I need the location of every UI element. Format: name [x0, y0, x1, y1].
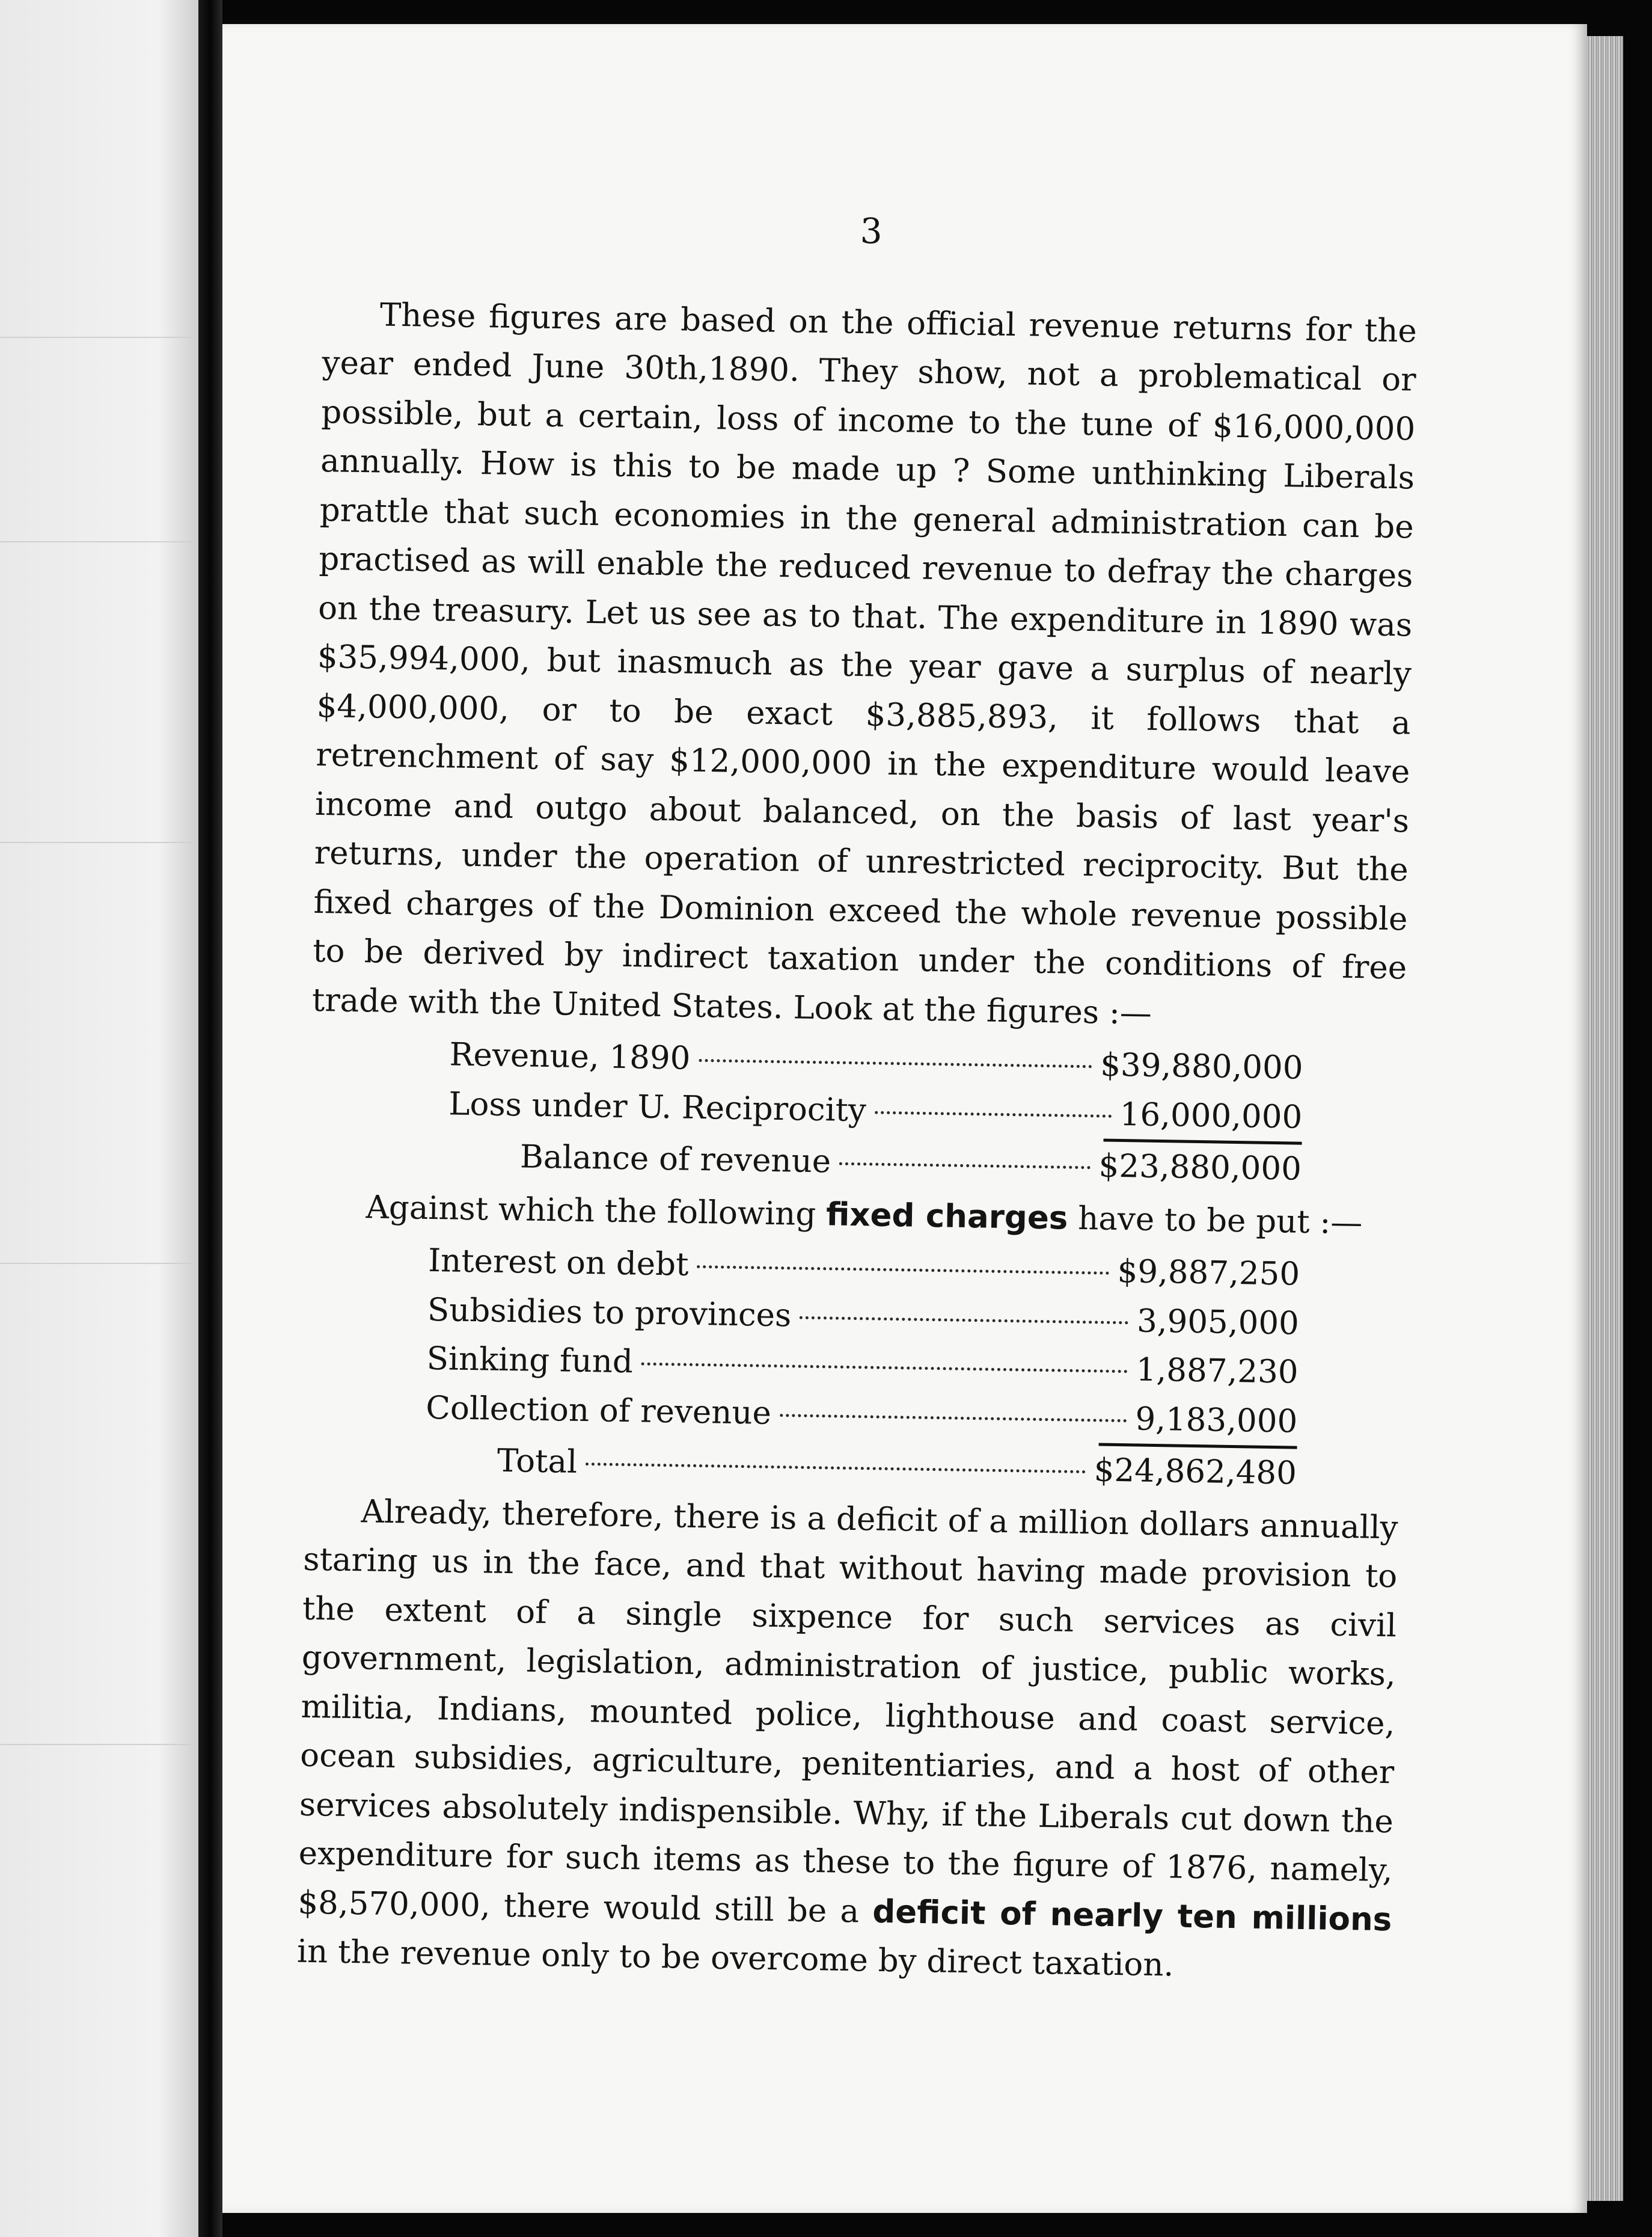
- loss-label: Loss under U. Reciprocity: [448, 1085, 867, 1129]
- page-content: [297, 198, 1419, 1993]
- revenue-amount: $39,880,000: [1100, 1046, 1303, 1087]
- charge-label: Interest on debt: [427, 1242, 689, 1283]
- total-label: Total: [497, 1442, 578, 1481]
- revenue-label: Revenue, 1890: [449, 1036, 691, 1077]
- fixed-charges-lead: Against which the following: [366, 1188, 827, 1233]
- paragraph-deficit: [297, 1486, 1399, 1993]
- dot-leader: [699, 1059, 1092, 1068]
- page-number: 3: [860, 210, 883, 252]
- deficit-emphasis: deficit of nearly ten millions: [872, 1893, 1392, 1938]
- charges-table: [304, 1235, 1300, 1498]
- charge-label: Subsidies to provinces: [427, 1291, 792, 1334]
- revenue-table: [309, 1028, 1303, 1194]
- page-edges: [1587, 36, 1623, 2201]
- fixed-charges-emphasis: fixed charges: [825, 1195, 1068, 1237]
- deficit-text: Already, therefore, there is a deficit of a million dollars annually staring us in the face, and that without having made provision to the extent of a single sixpence for such services as civil government, legislation, administration of justice, public works, militia, Indians, mounted police, lighthouse and coast service, ocean subsidies, agriculture, penitentiaries, and a host of other services absolutely indispensible. Why, if the Liberals cut down the expenditure for such items as these to the figure of 1876, namely, $8,570,000, there would still be a: [298, 1493, 1398, 1930]
- charge-label: Sinking fund: [426, 1340, 634, 1381]
- loss-amount: 16,000,000: [1119, 1096, 1303, 1136]
- facing-page: [0, 0, 198, 2237]
- balance-amount: $23,880,000: [1098, 1147, 1302, 1188]
- charge-amount: 1,887,230: [1136, 1351, 1299, 1391]
- book-gutter: [198, 0, 222, 2237]
- dot-leader: [780, 1414, 1127, 1422]
- dot-leader: [800, 1316, 1128, 1324]
- dot-leader: [875, 1111, 1112, 1117]
- charge-amount: $9,887,250: [1117, 1253, 1300, 1293]
- charge-label: Collection of revenue: [425, 1389, 772, 1432]
- dot-leader: [641, 1363, 1128, 1373]
- total-amount: $24,862,480: [1094, 1452, 1297, 1492]
- balance-label: Balance of revenue: [519, 1138, 831, 1180]
- dot-leader: [839, 1162, 1091, 1170]
- dot-leader: [697, 1265, 1109, 1275]
- fixed-charges-tail: have to be put :—: [1067, 1200, 1363, 1241]
- charge-amount: 3,905,000: [1136, 1302, 1300, 1342]
- deficit-tail: in the revenue only to be overcome by direct taxation.: [296, 1933, 1174, 1984]
- dot-leader: [586, 1462, 1086, 1473]
- charge-amount: 9,183,000: [1135, 1400, 1298, 1440]
- paragraph-figures: These figures are based on the official revenue returns for the year ended June 30th,1890. They show, not a problematical or possible, but a certain, loss of income to the tune of $16,000,000 annually. How is this to be made up ? Some unthinking Liberals prattle that such economies in the general administration can be practised as will enable the reduced revenue to defray the charges on the treasury. Let us see as to that. The expenditure in 1890 was $35,994,000, but inasmuch as the year gave a surplus of nearly $4,000,000, or to be exact $3,885,893, it follows that a retrenchment of say $12,000,000 in the expenditure would leave income and outgo about balanced, on the basis of last year's returns, under the operation of unrestricted reciprocity. But the fixed charges of the Dominion exceed the whole revenue possible to be derived by indirect taxation under the conditions of free trade with the United States. Look at the figures :—: [311, 296, 1418, 1032]
